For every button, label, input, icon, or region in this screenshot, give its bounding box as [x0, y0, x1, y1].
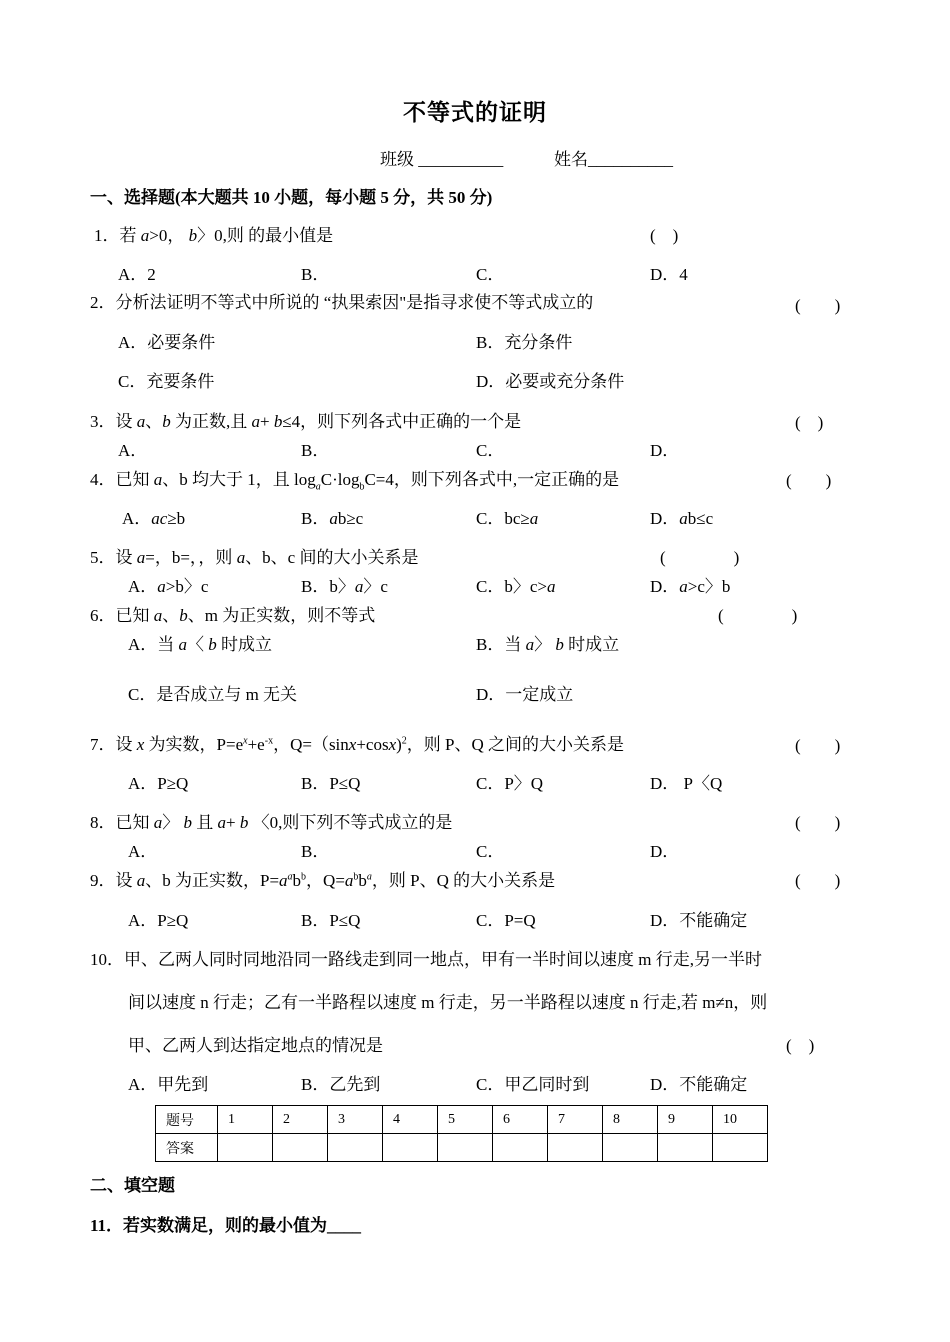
question-3-option-d: D．: [650, 441, 680, 460]
question-9-option-a: A．P≥Q: [128, 911, 189, 930]
table-number-cell: 8: [603, 1106, 658, 1134]
question-1-stem: 1．若 a>0， b〉0,则 的最小值是: [94, 226, 334, 245]
name-field-label: 姓名__________: [554, 150, 673, 169]
answer-cell[interactable]: [438, 1134, 493, 1162]
question-3-option-c: C．: [476, 441, 505, 460]
question-10-answer-bracket: ( ): [786, 1036, 815, 1055]
table-row-question-numbers: [156, 1106, 768, 1134]
question-1-answer-bracket: ( ): [650, 226, 679, 245]
question-8-option-b: B．: [301, 842, 330, 861]
question-4-option-b: B．ab≥c: [301, 509, 364, 528]
question-6-option-d: D．一定成立: [476, 685, 574, 704]
question-3-answer-bracket: ( ): [795, 413, 824, 432]
question-1-option-a: A．2: [118, 265, 156, 284]
question-7-option-c: C．P〉Q: [476, 774, 544, 793]
table-header-label: 题号: [156, 1106, 218, 1134]
question-2-option-a: A．必要条件: [118, 333, 216, 352]
section-1-heading: 一、选择题(本大题共 10 小题，每小题 5 分，共 50 分): [90, 188, 493, 207]
question-5-answer-bracket: ( ): [660, 548, 740, 567]
question-1-option-c: C．: [476, 265, 505, 284]
question-7-answer-bracket: ( ): [795, 736, 841, 755]
answer-cell[interactable]: [713, 1134, 768, 1162]
question-6-option-c: C．是否成立与 m 无关: [128, 685, 298, 704]
question-2-option-d: D．必要或充分条件: [476, 372, 625, 391]
question-3-option-b: B．: [301, 441, 330, 460]
question-2-option-b: B．充分条件: [476, 333, 573, 352]
question-5-option-b: B．b〉a〉c: [301, 577, 388, 596]
question-1-option-b: B．: [301, 265, 330, 284]
table-number-cell: 3: [328, 1106, 383, 1134]
question-6-stem: 6．已知 a、b、m 为正实数，则不等式: [90, 606, 376, 625]
question-10-stem-line-1: 10．甲、乙两人同时同地沿同一路线走到同一地点，甲有一半时间以速度 m 行走,另一半时: [90, 950, 762, 969]
answer-cell[interactable]: [383, 1134, 438, 1162]
question-4-option-d: D．ab≤c: [650, 509, 714, 528]
table-number-cell: 1: [218, 1106, 273, 1134]
question-9-answer-bracket: ( ): [795, 871, 841, 890]
answer-cell[interactable]: [328, 1134, 383, 1162]
question-2-answer-bracket: ( ): [795, 296, 841, 315]
table-number-cell: 2: [273, 1106, 328, 1134]
question-5-option-a: A．a>b〉c: [128, 577, 209, 596]
question-10-option-c: C．甲乙同时到: [476, 1075, 590, 1094]
section-2-heading: 二、填空题: [90, 1176, 175, 1195]
question-8-stem: 8．已知 a〉 b 且 a+ b 〈0,则下列不等式成立的是: [90, 813, 453, 832]
question-7-option-a: A．P≥Q: [128, 774, 189, 793]
question-8-option-a: A．: [128, 842, 158, 861]
question-2-stem: 2．分析法证明不等式中所说的 “执果索因"是指寻求使不等式成立的: [90, 293, 594, 312]
question-6-option-a: A．当 a〈 b 时成立: [128, 635, 273, 654]
question-9-option-d: D．不能确定: [650, 911, 748, 930]
table-number-cell: 10: [713, 1106, 768, 1134]
question-10-option-d: D．不能确定: [650, 1075, 748, 1094]
question-8-answer-bracket: ( ): [795, 813, 841, 832]
question-10-option-a: A．甲先到: [128, 1075, 209, 1094]
question-6-answer-bracket: ( ): [718, 606, 798, 625]
question-5-stem: 5．设 a=，b=，，则 a、b、c 间的大小关系是: [90, 548, 419, 567]
question-4-option-c: C．bc≥a: [476, 509, 539, 528]
question-10-option-b: B．乙先到: [301, 1075, 381, 1094]
table-number-cell: 5: [438, 1106, 493, 1134]
answer-table: [155, 1105, 768, 1162]
question-11-stem: 11．若实数满足，则的最小值为____: [90, 1216, 362, 1235]
answer-cell[interactable]: [273, 1134, 328, 1162]
table-number-cell: 9: [658, 1106, 713, 1134]
question-9-option-b: B．P≤Q: [301, 911, 361, 930]
question-8-option-d: D．: [650, 842, 680, 861]
question-5-option-c: C．b〉c>a: [476, 577, 556, 596]
answer-cell[interactable]: [658, 1134, 713, 1162]
answer-cell[interactable]: [603, 1134, 658, 1162]
question-5-option-d: D．a>c〉b: [650, 577, 731, 596]
question-10-stem-line-3: 甲、乙两人到达指定地点的情况是: [128, 1036, 383, 1055]
answer-cell[interactable]: [218, 1134, 273, 1162]
table-number-cell: 7: [548, 1106, 603, 1134]
question-8-option-c: C．: [476, 842, 505, 861]
question-9-option-c: C．P=Q: [476, 911, 536, 930]
question-9-stem: 9．设 a、b 为正实数，$P=a^ab^b$，$Q=a^bb^a$，则 P、Q 的大小关系是: [90, 871, 556, 890]
question-2-option-c: C．充要条件: [118, 372, 215, 391]
question-6-option-b: B．当 a〉 b 时成立: [476, 635, 620, 654]
table-number-cell: 6: [493, 1106, 548, 1134]
question-4-answer-bracket: ( ): [786, 471, 832, 490]
answer-cell[interactable]: [548, 1134, 603, 1162]
question-7-option-d: D． P〈Q: [650, 774, 723, 793]
question-1-option-d: D．4: [650, 265, 688, 284]
answer-cell[interactable]: [493, 1134, 548, 1162]
table-number-cell: 4: [383, 1106, 438, 1134]
question-7-option-b: B．P≤Q: [301, 774, 361, 793]
question-10-stem-line-2: 间以速度 n 行走；乙有一半路程以速度 m 行走，另一半路程以速度 n 行走,若 m≠n，则: [128, 993, 768, 1012]
page-title: 不等式的证明: [403, 100, 547, 125]
question-4-stem: 4．已知 a、b 均大于 1，且 $\log_aC\cdot\log_bC=4$，则下列各式中,一定正确的是: [90, 470, 620, 493]
question-3-stem: 3．设 a、b 为正数,且 a+ b≤4，则下列各式中正确的一个是: [90, 412, 522, 431]
question-7-stem: 7．设 x 为实数，$P=e^x+e^{-x}$，Q=（sinx+cosx)$^2$，则 P、Q 之间的大小关系是: [90, 735, 625, 754]
question-4-option-a: A．ac≥b: [122, 509, 186, 528]
question-3-option-a: A．: [118, 441, 148, 460]
table-answer-label: 答案: [156, 1134, 218, 1162]
class-field-label: 班级 __________: [380, 150, 504, 169]
table-row-answers: [156, 1134, 768, 1162]
